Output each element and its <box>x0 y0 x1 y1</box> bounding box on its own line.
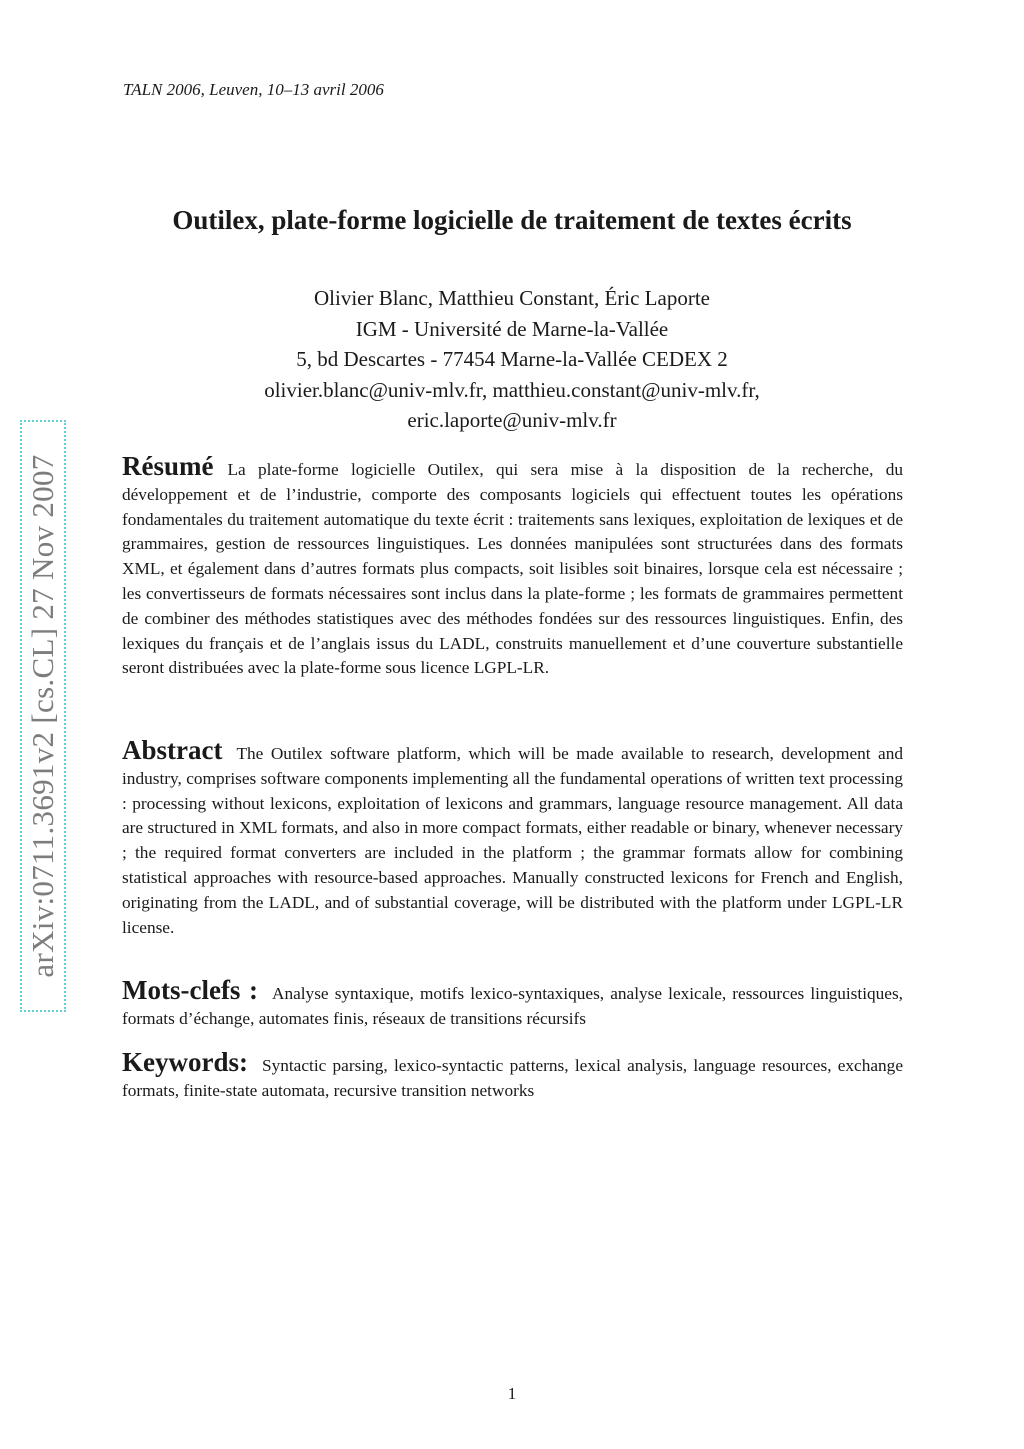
resume-text: La plate-forme logicielle Outilex, qui sera mise à la disposition de la recherche, du développement et de l’industrie, comporte des composants logiciels qui effectuent toutes les opérations fondamentales du traitement automatique du texte écrit : traitements sans lexiques, exploitation de lexiques et de grammaires, gestion de ressources linguistiques. Les données manipulées sont structurées dans des formats XML, et également dans d’autres formats plus compacts, soit lisibles soit binaires, lorsque cela est nécessaire ; les convertisseurs de formats nécessaires sont inclus dans la plate-forme ; les formats de grammaires permettent de combiner des méthodes statistiques avec des méthodes fondées sur des ressources linguistiques. Enfin, des lexiques du français et de l’anglais issus du LADL, construits manuellement et d’une couverture substantielle seront distribuées avec la plate-forme sous licence LGPL-LR. <box>122 460 903 678</box>
author-address: 5, bd Descartes - 77454 Marne-la-Vallée CEDEX 2 <box>296 347 728 371</box>
paper-title: Outilex, plate-forme logicielle de traitement de textes écrits <box>172 205 852 235</box>
mots-clefs-section <box>122 975 903 1032</box>
keywords-heading: Keywords: <box>122 1047 248 1077</box>
arxiv-stamp: arXiv:0711.3691v2 [cs.CL] 27 Nov 2007 <box>20 420 66 1012</box>
mots-clefs-text: Analyse syntaxique, motifs lexico-syntaxiques, analyse lexicale, ressources linguistiques, formats d’échange, automates finis, réseaux de transitions récursifs <box>122 984 903 1028</box>
keywords-text: Syntactic parsing, lexico-syntactic patterns, lexical analysis, language resources, exchange formats, finite-state automata, recursive transition networks <box>122 1056 903 1100</box>
author-emails-line-2: eric.laporte@univ-mlv.fr <box>407 408 617 432</box>
abstract-section <box>122 735 903 940</box>
conference-header: TALN 2006, Leuven, 10–13 avril 2006 <box>123 80 384 99</box>
author-names: Olivier Blanc, Matthieu Constant, Éric Laporte <box>314 286 710 310</box>
page-number: 1 <box>507 1384 517 1403</box>
author-block <box>0 283 1024 436</box>
abstract-heading: Abstract <box>122 735 223 765</box>
author-affiliation: IGM - Université de Marne-la-Vallée <box>355 316 669 341</box>
resume-section <box>122 451 903 681</box>
abstract-text: The Outilex software platform, which will be made available to research, development and industry, comprises software components implementing all the fundamental operations of written text processing : processing without lexicons, exploitation of lexicons and grammars, language resource management. All data are structured in XML formats, and also in more compact formats, either readable or binary, whenever necessary ; the required format converters are included in the platform ; the grammar formats allow for combining statistical approaches with resource-based approaches. Manually constructed lexicons for French and English, originating from the LADL, and of substantial coverage, will be distributed with the platform under LGPL-LR license. <box>122 744 903 937</box>
keywords-section <box>122 1047 903 1104</box>
author-emails-line-1: olivier.blanc@univ-mlv.fr, matthieu.constant@univ-mlv.fr, <box>264 377 760 402</box>
resume-heading: Résumé <box>122 451 214 481</box>
mots-clefs-heading: Mots-clefs : <box>122 975 258 1005</box>
